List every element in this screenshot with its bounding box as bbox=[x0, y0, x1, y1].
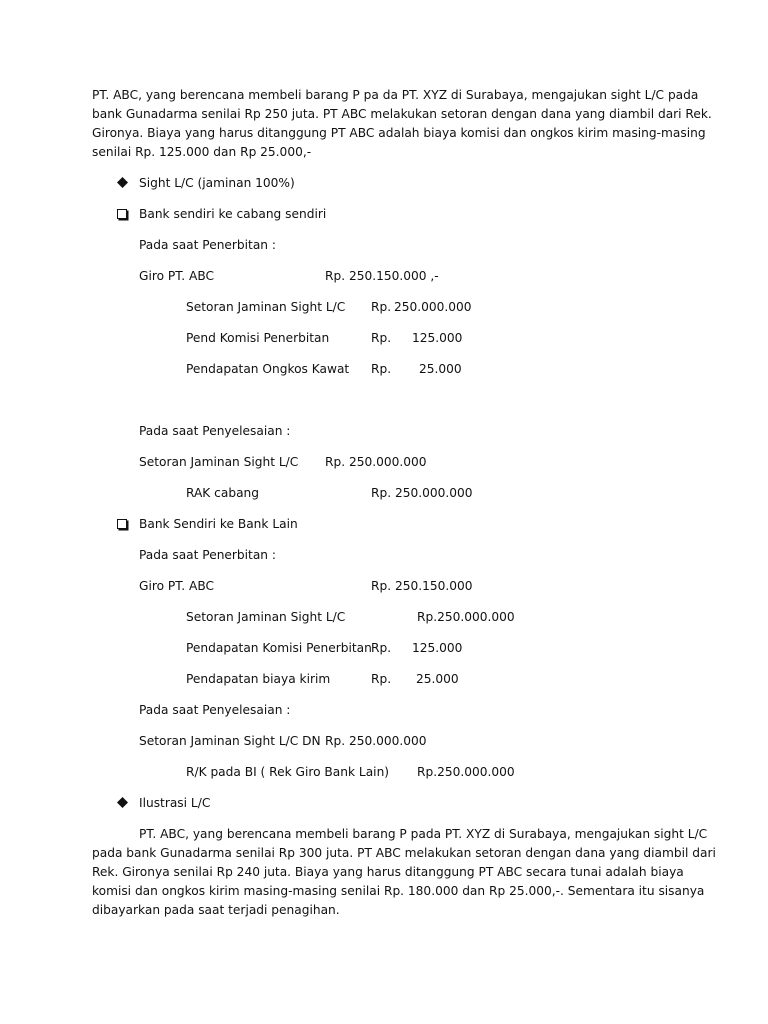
credit-account: Pendapatan Ongkos Kawat bbox=[186, 362, 350, 376]
credit-rp: Rp. bbox=[371, 300, 392, 314]
credit-account: Pendapatan biaya kirim bbox=[186, 672, 331, 686]
debit-amount: Rp. 250.150.000 ,- bbox=[325, 269, 439, 283]
credit-account: Setoran Jaminan Sight L/C bbox=[186, 300, 346, 314]
credit-account: R/K pada BI ( Rek Giro Bank Lain) bbox=[186, 765, 390, 779]
intro-paragraph bbox=[92, 86, 712, 162]
credit-account: Setoran Jaminan Sight L/C bbox=[186, 610, 346, 624]
illustration-line: komisi dan ongkos kirim masing-masing senilai Rp. 180.000 dan Rp 25.000,-. Sementara itu sisanya bbox=[92, 884, 705, 898]
credit-amount: Rp.250.000.000 bbox=[417, 765, 515, 779]
square-bullet-icon bbox=[117, 209, 127, 219]
credit-amount: 125.000 bbox=[412, 331, 463, 345]
credit-amount: Rp. 250.000.000 bbox=[371, 486, 473, 500]
illustration-line: Rek. Gironya senilai Rp 240 juta. Biaya yang harus ditanggung PT ABC secara tunai adalah biaya bbox=[92, 865, 684, 879]
illustration-line: PT. ABC, yang berencana membeli barang P pada PT. XYZ di Surabaya, mengajukan sight L/C bbox=[139, 827, 708, 841]
debit-account: Setoran Jaminan Sight L/C DN bbox=[139, 734, 321, 748]
credit-amount: 250.000.000 bbox=[394, 300, 472, 314]
debit-amount: Rp. 250.150.000 bbox=[371, 579, 473, 593]
section-title-sight-lc: Sight L/C (jaminan 100%) bbox=[139, 176, 295, 190]
intro-line: senilai Rp. 125.000 dan Rp 25.000,- bbox=[92, 145, 312, 159]
credit-amount: Rp.250.000.000 bbox=[417, 610, 515, 624]
illustration-paragraph bbox=[92, 825, 716, 920]
credit-account: RAK cabang bbox=[186, 486, 260, 500]
credit-rp: Rp. bbox=[371, 331, 392, 345]
illustration-line: pada bank Gunadarma senilai Rp 300 juta. PT ABC melakukan setoran dengan dana yang diambil dari bbox=[92, 846, 716, 860]
intro-line: PT. ABC, yang berencana membeli barang P pa da PT. XYZ di Surabaya, mengajukan sight L/C pada bbox=[92, 88, 699, 102]
subsection-title: Bank Sendiri ke Bank Lain bbox=[139, 517, 298, 531]
credit-account: Pendapatan Komisi Penerbitan bbox=[186, 641, 372, 655]
journal-heading: Pada saat Penerbitan : bbox=[139, 238, 277, 252]
debit-account: Setoran Jaminan Sight L/C bbox=[139, 455, 299, 469]
credit-amount: 25.000 bbox=[419, 362, 462, 376]
journal-heading: Pada saat Penyelesaian : bbox=[139, 703, 291, 717]
credit-rp: Rp. bbox=[371, 362, 392, 376]
debit-amount: Rp. 250.000.000 bbox=[325, 455, 427, 469]
credit-amount: 125.000 bbox=[412, 641, 463, 655]
credit-rp: Rp. bbox=[371, 672, 392, 686]
credit-rp: Rp. bbox=[371, 641, 392, 655]
subsection-title: Bank sendiri ke cabang sendiri bbox=[139, 207, 327, 221]
intro-line: bank Gunadarma senilai Rp 250 juta. PT ABC melakukan setoran dengan dana yang diambil dari Rek. bbox=[92, 107, 712, 121]
credit-amount: 25.000 bbox=[416, 672, 459, 686]
debit-account: Giro PT. ABC bbox=[139, 579, 214, 593]
square-bullet-icon bbox=[117, 519, 127, 529]
illustration-line: dibayarkan pada saat terjadi penagihan. bbox=[92, 903, 340, 917]
diamond-bullet-icon bbox=[117, 177, 128, 188]
debit-amount: Rp. 250.000.000 bbox=[325, 734, 427, 748]
section-title-ilustrasi: Ilustrasi L/C bbox=[139, 796, 211, 810]
debit-account: Giro PT. ABC bbox=[139, 269, 214, 283]
diamond-bullet-icon bbox=[117, 797, 128, 808]
credit-account: Pend Komisi Penerbitan bbox=[186, 331, 330, 345]
intro-line: Gironya. Biaya yang harus ditanggung PT ABC adalah biaya komisi dan ongkos kirim masing-masing bbox=[92, 126, 706, 140]
journal-heading: Pada saat Penerbitan : bbox=[139, 548, 277, 562]
journal-heading: Pada saat Penyelesaian : bbox=[139, 424, 291, 438]
